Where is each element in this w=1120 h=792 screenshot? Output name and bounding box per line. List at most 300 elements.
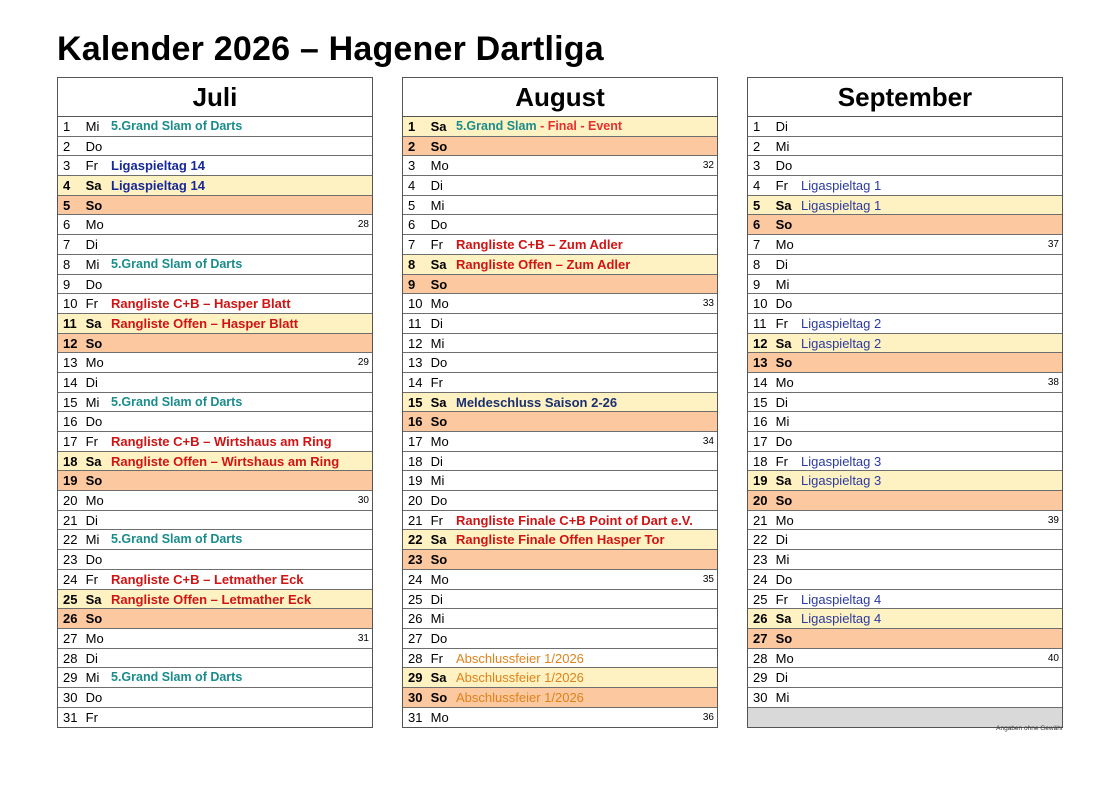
day-label [63, 412, 102, 432]
day-number: 9 [753, 276, 761, 292]
day-row [403, 373, 717, 393]
event-label: Rangliste C+B – Zum Adler [456, 237, 623, 253]
day-row [748, 432, 1062, 452]
day-label [753, 215, 792, 235]
day-list [58, 117, 372, 727]
day-number: 30 [408, 689, 423, 705]
day-label [753, 432, 792, 452]
day-row [58, 176, 372, 196]
day-row [58, 393, 372, 413]
day-number: 5 [63, 197, 71, 213]
day-label [408, 156, 449, 176]
day-row [58, 275, 372, 295]
weekday: Sa [430, 119, 447, 134]
day-row [403, 176, 717, 196]
weekday: Do [85, 276, 103, 292]
weekday: So [775, 355, 793, 371]
day-row [748, 353, 1062, 373]
weekday: Di [775, 256, 788, 272]
day-number: 18 [408, 453, 423, 469]
day-row [58, 471, 372, 491]
day-label [63, 432, 98, 452]
weekday: So [85, 335, 103, 351]
weekday: Fr [85, 571, 98, 587]
event-label: 5.Grand Slam of Darts [111, 532, 243, 547]
day-number: 24 [63, 571, 78, 587]
day-number: 17 [753, 434, 768, 449]
day-label [753, 235, 794, 255]
day-number: 4 [753, 178, 761, 194]
day-row [58, 235, 372, 255]
weekday: Di [775, 670, 788, 686]
day-number: 23 [753, 552, 768, 568]
day-number: 9 [408, 276, 416, 292]
weekday: Sa [85, 591, 102, 607]
day-label [408, 491, 447, 511]
week-number: 37 [1047, 239, 1059, 251]
day-row [748, 294, 1062, 314]
weekday: Mi [85, 394, 100, 410]
day-label [63, 452, 102, 472]
day-row [58, 649, 372, 669]
day-label [63, 471, 102, 491]
week-number: 34 [702, 436, 714, 447]
weekday: So [430, 552, 448, 568]
day-row [403, 235, 717, 255]
day-label [753, 373, 794, 393]
day-number: 12 [408, 335, 423, 351]
day-number: 14 [63, 374, 78, 390]
day-number: 7 [63, 237, 71, 253]
day-row [748, 137, 1062, 157]
event-label: Ligaspieltag 4 [801, 611, 882, 627]
weekday: Mo [85, 217, 104, 233]
weekday: Di [430, 178, 443, 194]
event-label: Rangliste Finale Offen Hasper Tor [456, 532, 665, 548]
day-row [58, 629, 372, 649]
day-label [408, 609, 444, 629]
day-number: 3 [63, 158, 71, 174]
weekday: So [85, 197, 103, 213]
day-number: 16 [63, 414, 78, 430]
day-label [408, 176, 443, 196]
month-title: August [403, 78, 717, 117]
event-label: Ligaspieltag 2 [801, 335, 882, 351]
day-row [748, 117, 1062, 137]
weekday: Fr [85, 158, 98, 174]
day-row [58, 117, 372, 137]
day-row [403, 314, 717, 334]
day-label [753, 688, 789, 708]
day-number: 2 [408, 138, 416, 154]
day-row [403, 275, 717, 295]
weekday: Di [430, 453, 443, 469]
event-label: Rangliste Offen – Wirtshaus am Ring [111, 453, 340, 469]
day-label [753, 590, 788, 610]
month-title: September [748, 78, 1062, 117]
weekday: Sa [85, 315, 102, 331]
weekday: Fr [430, 237, 443, 253]
day-number: 1 [408, 119, 416, 134]
day-number: 26 [408, 611, 423, 627]
weekday: Mo [430, 709, 449, 725]
week-number: 31 [357, 632, 369, 644]
weekday: Mo [430, 571, 449, 587]
day-number: 13 [408, 355, 423, 371]
weekday: Sa [85, 453, 102, 469]
weekday: So [430, 689, 448, 705]
day-row [403, 530, 717, 550]
weekday: Mo [430, 296, 449, 312]
day-number: 10 [408, 296, 423, 312]
day-number: 19 [408, 473, 423, 489]
day-row [748, 334, 1062, 354]
day-row [58, 590, 372, 610]
day-number: 29 [408, 670, 423, 686]
day-label [753, 570, 792, 590]
day-number: 31 [63, 709, 78, 725]
weekday: Mo [430, 434, 449, 449]
day-label [63, 196, 102, 216]
day-label [408, 117, 447, 137]
event-label: Rangliste C+B – Wirtshaus am Ring [111, 434, 332, 449]
day-row [748, 314, 1062, 334]
day-row [58, 255, 372, 275]
day-row [748, 452, 1062, 472]
day-row [58, 452, 372, 472]
weekday: Do [85, 689, 103, 705]
day-label [63, 649, 98, 669]
day-row [58, 137, 372, 157]
day-row [748, 668, 1062, 688]
day-label [408, 235, 443, 255]
day-label [63, 334, 102, 354]
day-label [408, 668, 447, 688]
event-label: Abschlussfeier 1/2026 [456, 670, 584, 686]
day-number: 19 [63, 473, 78, 489]
day-row [58, 708, 372, 728]
day-number: 10 [63, 296, 78, 312]
day-row [748, 156, 1062, 176]
day-row [748, 196, 1062, 216]
day-row [748, 235, 1062, 255]
day-row [58, 353, 372, 373]
day-number: 27 [753, 630, 768, 646]
day-row [58, 530, 372, 550]
day-number: 22 [753, 532, 768, 548]
day-number: 5 [753, 197, 761, 213]
weekday: Di [430, 591, 443, 607]
weekday: Di [85, 650, 98, 666]
day-label [408, 432, 449, 452]
day-row [748, 255, 1062, 275]
day-label [408, 314, 443, 334]
weekday: Mi [85, 119, 100, 134]
weekday: Sa [430, 394, 447, 410]
weekday: Sa [775, 473, 792, 489]
day-label [753, 668, 788, 688]
day-number: 17 [63, 434, 78, 449]
weekday: Do [85, 138, 103, 154]
day-number: 15 [753, 394, 768, 410]
event-label: Ligaspieltag 2 [801, 315, 882, 331]
day-number: 9 [63, 276, 71, 292]
day-number: 8 [753, 256, 761, 272]
day-number: 3 [408, 158, 416, 174]
day-number: 14 [408, 374, 423, 390]
week-number: 38 [1047, 376, 1059, 388]
weekday: Sa [430, 670, 447, 686]
day-label [408, 412, 447, 432]
day-label [63, 314, 102, 334]
day-label [753, 294, 792, 314]
day-label [408, 688, 447, 708]
week-number: 30 [357, 495, 369, 507]
weekday: Mi [430, 335, 445, 351]
event-label: Ligaspieltag 3 [801, 453, 882, 469]
day-number: 24 [753, 571, 768, 587]
weekday: Sa [775, 197, 792, 213]
day-list [403, 117, 717, 727]
weekday: Fr [775, 591, 788, 607]
day-row [403, 452, 717, 472]
day-number: 17 [408, 434, 423, 449]
day-number: 28 [63, 650, 78, 666]
day-label [753, 334, 792, 354]
month-title: Juli [58, 78, 372, 117]
weekday: Mi [85, 256, 100, 272]
week-number: 40 [1047, 652, 1059, 664]
day-row [748, 649, 1062, 669]
day-label [408, 255, 447, 275]
event-label: Rangliste Offen – Hasper Blatt [111, 315, 299, 331]
page-title: Kalender 2026 – Hagener Dartliga [57, 30, 604, 68]
day-row [58, 314, 372, 334]
weekday: Mi [85, 532, 100, 548]
weekday: Do [430, 630, 448, 646]
day-number: 30 [63, 689, 78, 705]
weekday: So [85, 611, 103, 627]
day-row [403, 255, 717, 275]
day-row [403, 708, 717, 728]
day-row [58, 511, 372, 531]
weekday: Mo [775, 512, 794, 528]
day-label [63, 294, 98, 314]
weekday: Fr [85, 709, 98, 725]
weekday: Sa [775, 611, 792, 627]
event-label-part: 5.Grand Slam [456, 119, 537, 133]
weekday: Di [85, 512, 98, 528]
day-row [748, 609, 1062, 629]
weekday: Fr [775, 453, 788, 469]
week-number: 28 [357, 219, 369, 231]
event-label: Rangliste Finale C+B Point of Dart e.V. [456, 512, 693, 528]
day-number: 31 [408, 709, 423, 725]
day-label [408, 196, 444, 216]
day-number: 18 [753, 453, 768, 469]
event-label: 5.Grand Slam of Darts [111, 394, 243, 409]
day-label [753, 314, 788, 334]
day-label [753, 255, 788, 275]
day-label [408, 334, 444, 354]
day-row [403, 156, 717, 176]
day-row [58, 668, 372, 688]
event-label-part: - Final - Event [536, 119, 623, 133]
event-label: Abschlussfeier 1/2026 [456, 689, 584, 705]
day-row [403, 471, 717, 491]
day-number: 8 [63, 256, 71, 272]
day-number: 21 [63, 512, 78, 528]
day-label [408, 353, 447, 373]
week-number: 35 [702, 573, 714, 585]
day-number: 10 [753, 296, 768, 312]
day-label [408, 570, 449, 590]
day-label [408, 629, 447, 649]
weekday: Do [775, 296, 793, 312]
day-label [753, 353, 792, 373]
day-row [58, 412, 372, 432]
day-label [408, 471, 444, 491]
day-number: 12 [753, 335, 768, 351]
event-label: Ligaspieltag 1 [801, 178, 882, 194]
weekday: Mi [775, 552, 790, 568]
day-label [408, 137, 447, 157]
day-row [58, 609, 372, 629]
day-row [403, 570, 717, 590]
day-number: 26 [753, 611, 768, 627]
weekday: Mo [85, 630, 104, 646]
day-number: 29 [63, 670, 78, 686]
day-number: 4 [63, 178, 71, 194]
weekday: Fr [775, 178, 788, 194]
day-number: 6 [753, 217, 761, 233]
day-row [403, 668, 717, 688]
weekday: Sa [430, 532, 447, 548]
day-row [748, 393, 1062, 413]
weekday: Sa [85, 178, 102, 194]
weekday: Sa [775, 335, 792, 351]
weekday: Mi [430, 197, 445, 213]
event-label: Ligaspieltag 14 [111, 158, 205, 174]
weekday: Mo [85, 493, 104, 509]
day-row [748, 530, 1062, 550]
day-row [403, 688, 717, 708]
weekday: Mo [775, 374, 794, 390]
event-label: 5.Grand Slam of Darts [111, 119, 243, 133]
day-number: 23 [63, 552, 78, 568]
disclaimer: Angaben ohne Gewähr [996, 725, 1063, 732]
event-label: Rangliste C+B – Hasper Blatt [111, 296, 291, 312]
day-label [408, 452, 443, 472]
weekday: Do [775, 158, 793, 174]
day-row [403, 117, 717, 137]
day-label [408, 530, 447, 550]
day-label [753, 511, 794, 531]
day-label [753, 491, 792, 511]
event-label: Rangliste Offen – Zum Adler [456, 256, 631, 272]
weekday: Mi [775, 689, 790, 705]
day-label [63, 530, 99, 550]
day-number: 7 [753, 237, 761, 253]
day-label [63, 393, 99, 413]
weekday: Do [85, 552, 103, 568]
day-row [58, 215, 372, 235]
day-row [748, 550, 1062, 570]
day-label [753, 471, 792, 491]
day-number: 20 [408, 493, 423, 509]
week-number: 32 [702, 160, 714, 172]
day-label [753, 609, 792, 629]
weekday: Mi [85, 670, 100, 686]
day-row [403, 590, 717, 610]
day-row [403, 511, 717, 531]
day-number: 2 [63, 138, 71, 154]
day-row [748, 688, 1062, 708]
weekday: Di [775, 394, 788, 410]
day-row [748, 570, 1062, 590]
weekday: Di [85, 237, 98, 253]
day-row [58, 688, 372, 708]
day-label [63, 215, 104, 235]
day-row [403, 432, 717, 452]
day-label [63, 688, 102, 708]
day-label [63, 609, 102, 629]
day-row [403, 393, 717, 413]
day-label [63, 590, 102, 610]
day-row [748, 373, 1062, 393]
day-label [408, 708, 449, 728]
day-label [63, 156, 98, 176]
day-number: 27 [63, 630, 78, 646]
day-number: 28 [753, 650, 768, 666]
day-row [403, 294, 717, 314]
day-label [753, 649, 794, 669]
day-label [753, 393, 788, 413]
day-row [58, 491, 372, 511]
weekday: Di [85, 374, 98, 390]
day-number: 21 [408, 512, 423, 528]
day-number: 11 [753, 315, 767, 331]
day-row [748, 491, 1062, 511]
weekday: Mo [775, 650, 794, 666]
day-row [403, 353, 717, 373]
day-row [58, 334, 372, 354]
day-number: 11 [63, 315, 77, 331]
weekday: Fr [85, 296, 98, 312]
day-row [748, 215, 1062, 235]
weekday: Mo [430, 158, 449, 174]
day-label [408, 294, 449, 314]
day-row [403, 215, 717, 235]
weekday: Sa [430, 256, 447, 272]
day-row [748, 511, 1062, 531]
weekday: Fr [430, 650, 443, 666]
day-label [408, 373, 443, 393]
day-label [408, 275, 447, 295]
day-label [753, 530, 788, 550]
weekday: Mi [775, 138, 790, 154]
event-label: Ligaspieltag 1 [801, 197, 882, 213]
day-label [63, 629, 104, 649]
day-number: 21 [753, 512, 768, 528]
weekday: So [430, 138, 448, 154]
weekday: Di [430, 315, 443, 331]
day-label [63, 137, 102, 157]
day-label [63, 570, 98, 590]
day-label [63, 708, 98, 728]
day-number: 16 [753, 414, 768, 430]
weekday: Fr [775, 315, 788, 331]
